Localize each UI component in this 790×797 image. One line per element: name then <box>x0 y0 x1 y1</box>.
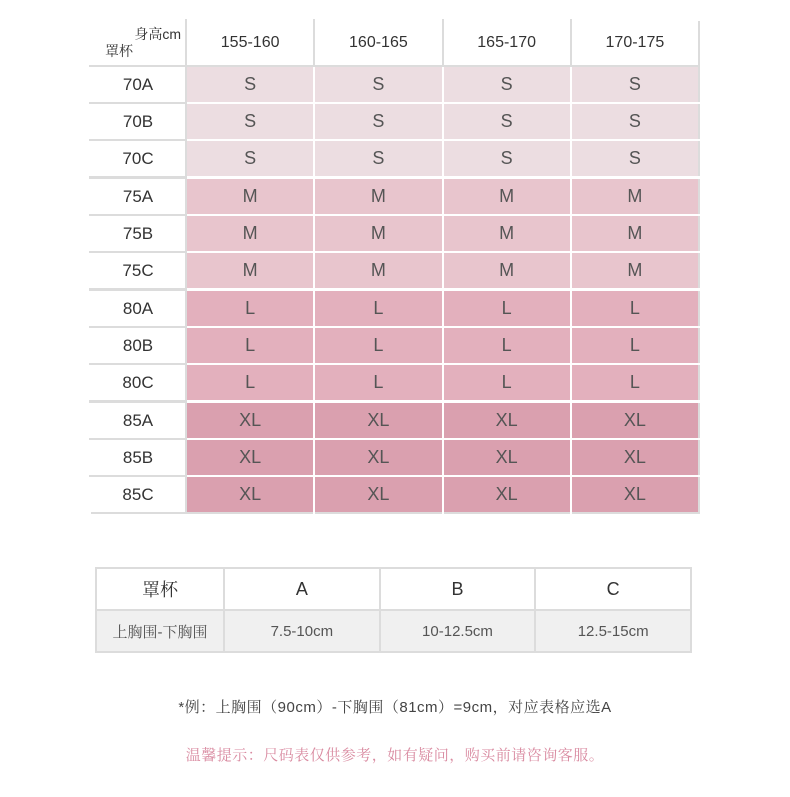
height-column-header: 155-160 <box>186 20 314 66</box>
cup-header-row <box>96 568 691 610</box>
size-cell: L <box>443 327 571 364</box>
tip-note: 温馨提示：尺码表仅供参考，如有疑问，购买前请咨询客服。 <box>185 747 605 764</box>
size-cell: XL <box>571 439 699 476</box>
table-row <box>90 178 699 216</box>
cup-size-cell: 70B <box>90 103 186 140</box>
size-cell: M <box>443 178 571 216</box>
height-column-header: 165-170 <box>443 20 571 66</box>
size-cell: L <box>186 290 314 328</box>
size-cell: M <box>186 215 314 252</box>
table-row <box>90 103 699 140</box>
cup-label: 罩杯 <box>105 43 133 59</box>
size-cell: S <box>443 103 571 140</box>
range-cell: 7.5-10cm <box>224 610 380 652</box>
size-cell: XL <box>186 402 314 440</box>
size-cell: XL <box>571 476 699 513</box>
size-cell: L <box>443 364 571 402</box>
size-cell: L <box>314 327 442 364</box>
cup-size-cell: 70A <box>90 66 186 103</box>
cup-size-cell: 80B <box>90 327 186 364</box>
size-cell: M <box>314 178 442 216</box>
size-cell: XL <box>186 439 314 476</box>
table-row <box>90 290 699 328</box>
example-note: *例：上胸围（90cm）-下胸围（81cm）=9cm，对应表格应选A <box>178 699 612 716</box>
size-cell: S <box>186 103 314 140</box>
size-cell: S <box>443 66 571 103</box>
size-cell: M <box>314 215 442 252</box>
cup-size-cell: 80A <box>90 290 186 328</box>
size-cell: S <box>571 103 699 140</box>
size-cell: L <box>314 364 442 402</box>
size-cell: M <box>571 178 699 216</box>
size-cell: M <box>443 252 571 290</box>
size-cell: M <box>186 178 314 216</box>
size-cell: XL <box>314 439 442 476</box>
cup-header-label: 罩杯 <box>96 568 224 610</box>
range-cell: 10-12.5cm <box>380 610 536 652</box>
cup-size-cell: 85B <box>90 439 186 476</box>
height-column-header: 160-165 <box>314 20 442 66</box>
size-cell: XL <box>314 402 442 440</box>
size-cell: S <box>314 103 442 140</box>
cup-size-cell: 75A <box>90 178 186 216</box>
size-cell: XL <box>314 476 442 513</box>
cup-size-cell: 80C <box>90 364 186 402</box>
size-cell: L <box>571 290 699 328</box>
table-row <box>90 439 699 476</box>
size-cell: L <box>314 290 442 328</box>
size-cell: L <box>571 364 699 402</box>
size-cell: S <box>571 66 699 103</box>
size-cell: M <box>571 215 699 252</box>
size-cell: S <box>186 66 314 103</box>
cup-size-cell: 85C <box>90 476 186 513</box>
size-cell: M <box>314 252 442 290</box>
bust-difference-label: 上胸围-下胸围 <box>96 610 224 652</box>
size-chart-header-row <box>90 20 699 66</box>
cup-size-cell: 70C <box>90 140 186 178</box>
table-row <box>90 364 699 402</box>
table-row <box>90 327 699 364</box>
size-cell: S <box>186 140 314 178</box>
table-row <box>96 610 691 652</box>
table-row <box>90 215 699 252</box>
size-cell: M <box>443 215 571 252</box>
cup-column-header: C <box>535 568 691 610</box>
size-cell: L <box>571 327 699 364</box>
size-cell: XL <box>443 402 571 440</box>
table-row <box>90 476 699 513</box>
size-cell: L <box>186 327 314 364</box>
height-unit-label: 身高cm <box>134 26 181 42</box>
size-cell: XL <box>443 476 571 513</box>
size-cell: S <box>443 140 571 178</box>
size-chart-corner-cell <box>90 20 186 66</box>
cup-measurement-table <box>95 567 692 653</box>
cup-size-cell: 75B <box>90 215 186 252</box>
table-row <box>90 252 699 290</box>
height-column-header: 170-175 <box>571 20 699 66</box>
size-cell: XL <box>571 402 699 440</box>
size-cell: S <box>314 66 442 103</box>
table-row <box>90 140 699 178</box>
range-cell: 12.5-15cm <box>535 610 691 652</box>
size-cell: XL <box>186 476 314 513</box>
table-row <box>90 402 699 440</box>
table-row <box>90 66 699 103</box>
size-cell: M <box>571 252 699 290</box>
size-cell: L <box>443 290 571 328</box>
cup-size-cell: 85A <box>90 402 186 440</box>
size-cell: L <box>186 364 314 402</box>
size-chart-table <box>89 19 700 514</box>
cup-size-cell: 75C <box>90 252 186 290</box>
size-cell: XL <box>443 439 571 476</box>
cup-column-header: B <box>380 568 536 610</box>
size-cell: M <box>186 252 314 290</box>
size-cell: S <box>571 140 699 178</box>
cup-column-header: A <box>224 568 380 610</box>
size-cell: S <box>314 140 442 178</box>
